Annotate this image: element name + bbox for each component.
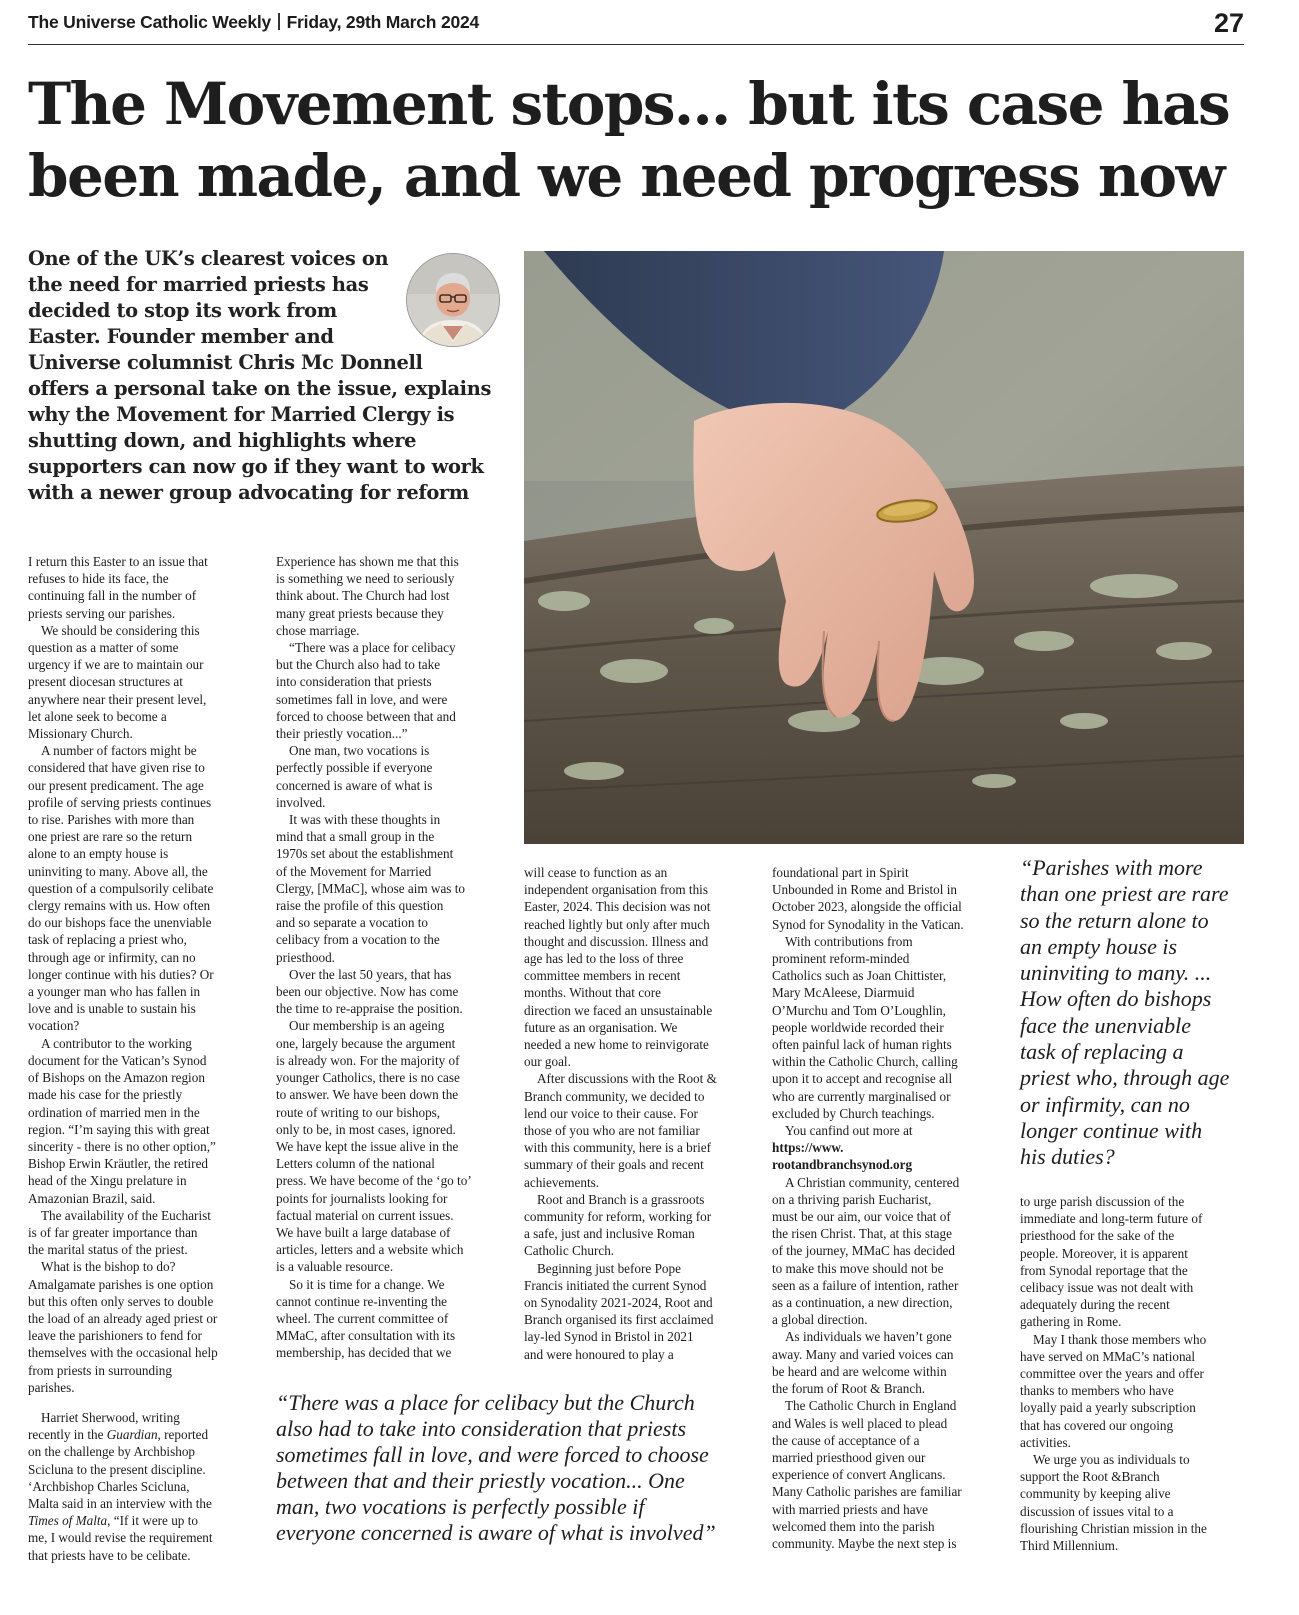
publication-name: The Universe Catholic Weekly [28,12,272,32]
article-paragraph [772,1397,1012,1552]
article-line: thought and discussion. Illness and [524,933,709,949]
article-line: present diocesan structures at [28,674,183,690]
article-column-4-top [772,864,1012,1122]
text-line: man, two vocations is perfectly possible if [276,1494,645,1519]
article-line: the time to re-appraise the position. [276,1001,463,1017]
article-line: love and is unable to sustain his [28,1001,196,1017]
pull-quote-right [1020,855,1260,1171]
article-line: Letters column of the national [276,1156,435,1172]
article-line: foundational part in Spirit [772,865,909,880]
text-line: or infirmity, can no [1020,1091,1190,1117]
article-line: who are currently marginalised or [772,1088,951,1104]
article-line: What is the bishop to do? [41,1259,176,1275]
article-line: After discussions with the Root & [537,1071,717,1087]
article-line: the load of an already aged priest or [28,1310,218,1326]
article-line: community for reform, working for [524,1209,712,1225]
article-line: with married priests and have [772,1501,929,1517]
text-line: decided to stop its work from [28,299,337,322]
article-line: Catholics such as Joan Chittister, [772,968,947,984]
text-line: between that and their priestly vocation... One [276,1468,685,1493]
article-line: Synod for Synodality in the Vatican. [772,916,964,932]
article-paragraph [276,811,516,966]
article-paragraph [276,553,516,639]
article-line: summary of their goals and recent [524,1157,704,1173]
article-column-1-tail [28,1409,268,1564]
article-line: a global direction. [772,1312,868,1328]
article-paragraph [772,1122,1012,1174]
article-line: is a valuable resource. [276,1259,394,1275]
article-line: Many Catholic parishes are familiar [772,1484,962,1500]
article-line: It was with these thoughts in [289,812,441,828]
publication-reference: Guardian [106,1427,158,1443]
article-column-5 [1020,1193,1260,1554]
article-text: , “If it were up to [107,1513,198,1529]
article-line: welcomed them into the parish [772,1518,935,1534]
text-line: “There was a place for celibacy but the Church [276,1390,695,1415]
text-line: with a newer group advocating for reform [28,481,469,504]
article-line: clergy remains with us. How often [28,898,211,914]
article-line: as a continuation, a new direction, [772,1295,953,1311]
article-line: be heard and are welcome within [772,1363,947,1379]
article-line: question as a matter of some [28,640,179,656]
article-line: but the Church also had to take [276,657,441,673]
article-line: cannot continue re-inventing the [276,1293,448,1309]
article-line: Bishop Erwin Kräutler, the retired [28,1156,209,1172]
article-line: seen as a failure of intention, rather [772,1277,959,1293]
article-line: Missionary Church. [28,726,133,742]
article-line: people. Moreover, it is apparent [1020,1245,1188,1261]
article-line: The availability of the Eucharist [41,1207,211,1223]
article-line: months. Without that core [524,985,661,1001]
article-line: Experience has shown me that this [276,554,459,569]
article-line: Mary McAleese, Diarmuid [772,985,915,1001]
article-line: but this often only serves to double [28,1293,214,1309]
article-line: needed a new home to reinvigorate [524,1037,709,1053]
article-paragraph [276,1017,516,1275]
article-line: of the journey, MMaC has decided [772,1243,955,1259]
article-line: and so separate a vocation to [276,915,428,931]
header-divider [278,13,280,30]
article-line: A Christian community, centered [785,1174,960,1190]
article-line: Our membership is an ageing [289,1018,445,1034]
article-line: lay-led Synod in Bristol in 2021 [524,1329,694,1345]
article-line: independent organisation from this [524,882,708,898]
article-line: Amalgamate parishes is one option [28,1276,214,1292]
article-line: themselves with the occasional help [28,1345,218,1361]
article-line: As individuals we haven’t gone [785,1329,952,1345]
article-paragraph [28,742,268,1034]
article-paragraph [28,553,268,622]
article-line: is already won. For the majority of [276,1052,460,1068]
article-paragraph [276,966,516,1018]
article-line: priesthood. [276,949,335,965]
headline [28,68,1268,212]
article-text: , reported [157,1427,209,1443]
article-line: on the challenge by Archbishop [28,1444,196,1460]
pull-quote-bottom [276,1390,766,1546]
article-line [28,1512,268,1529]
text-line: Universe columnist Chris Mc Donnell [28,351,423,374]
article-line: community. Maybe the next step is [772,1535,957,1551]
article-line: achievements. [524,1174,600,1190]
article-line: A number of factors might be [41,743,197,759]
text-line: Easter. Founder member and [28,325,334,348]
text-line: his duties? [1020,1144,1115,1170]
article-line: Harriet Sherwood, writing [41,1410,180,1425]
article-line: those of you who are not familiar [524,1123,700,1139]
hand-with-wedding-ring-photo [524,251,1244,844]
text-line: than one priest are rare [1020,881,1229,907]
article-line: head of the Xingu prelature in [28,1173,187,1189]
article-line: Easter, 2024. This decision was not [524,899,711,915]
article-line: adequately during the recent [1020,1297,1170,1313]
article-line: committee over the years and offer [1020,1366,1204,1382]
article-paragraph [772,1328,1012,1397]
article-line: have served on MMaC’s national [1020,1348,1196,1364]
article-line: one, largely because the argument [276,1035,456,1051]
article-line: gathering in Rome. [1020,1314,1122,1330]
article-line: factual material on current issues. [276,1207,454,1223]
text-line: an empty house is [1020,933,1178,959]
article-paragraph [276,742,516,811]
article-column-2 [276,553,516,1362]
author-avatar [406,253,500,347]
article-line: Francis initiated the current Synod [524,1277,707,1293]
article-line: Third Millennium. [1020,1538,1119,1554]
text-line: “Parishes with more [1020,855,1203,880]
article-line: sometimes fall in love, and were [276,691,448,707]
publication-reference: Times of Malta [28,1513,108,1529]
article-line: parishes. [28,1379,75,1395]
article-line: thanks to members who have [1020,1383,1174,1399]
page-header [28,10,1244,45]
article-line: alone to an empty house is [28,846,169,862]
article-paragraph [524,864,764,1070]
article-line: With contributions from [785,933,913,949]
article-line: route of writing to our bishops, [276,1104,441,1120]
article-text: recently in the [28,1427,107,1443]
article-line: many great priests because they [276,605,444,621]
article-line: Unbounded in Rome and Bristol in [772,882,957,898]
article-paragraph [524,1070,764,1190]
article-line: Catholic Church. [524,1243,615,1259]
article-line: their priestly vocation...” [276,726,408,742]
article-line: to answer. We have been down the [276,1087,459,1103]
text-line: priest who, through age [1020,1065,1230,1091]
article-line: longer continue with his duties? Or [28,966,214,982]
article-line: the forum of Root & Branch. [772,1381,926,1397]
article-line: with this community, here is a brief [524,1140,712,1156]
article-line: Malta said in an interview with the [28,1496,212,1512]
article-line: on a thriving parish Eucharist, [772,1191,932,1207]
article-line: sincerity - there is no other option,” [28,1138,216,1154]
text-line: One of the UK’s clearest voices on [28,247,389,270]
article-line: flourishing Christian mission in the [1020,1520,1207,1536]
article-line: Scicluna to the present discipline. [28,1461,206,1477]
issue-date: Friday, 29th March 2024 [286,12,480,32]
article-line: anywhere near their present level, [28,691,207,707]
article-column-4 [772,864,1012,1552]
article-paragraph [772,864,1012,933]
article-line: uninviting to many. Above all, the [28,863,208,879]
article-line: forced to choose between that and [276,708,456,724]
article-line: priests serving our parishes. [28,605,176,621]
article-line: only to be, in most cases, ignored. [276,1121,456,1137]
article-line: of Bishops on the Amazon region [28,1070,205,1086]
article-line: urgency if we are to maintain our [28,657,204,673]
article-line: You canfind out more at [785,1123,913,1139]
article-line: our present predicament. The age [28,777,204,793]
article-paragraph [28,622,268,742]
article-line: 1970s set about the establishment [276,846,454,862]
article-line: of the Movement for Married [276,863,432,879]
article-line: been our objective. Now has come [276,984,459,1000]
article-line: priesthood for the sake of the [1020,1228,1175,1244]
text-line: supporters can now go if they want to work [28,455,484,478]
article-line: Branch community, we decided to [524,1088,705,1104]
article-line: We should be considering this [41,622,200,638]
article-line: within the Catholic Church, calling [772,1054,958,1070]
article-line: must be our aim, our voice that of [772,1209,951,1225]
article-line: excluded by Church teachings. [772,1105,935,1121]
article-line: Branch organised its first acclaimed [524,1312,714,1328]
article-line: lend our voice to their cause. For [524,1105,698,1121]
article-line: let alone seek to become a [28,708,167,724]
article-line: ordination of married men in the [28,1104,200,1120]
text-line: the need for married priests has [28,273,369,296]
text-line: offers a personal take on the issue, explains [28,377,492,400]
article-line: region. “I’m saying this with great [28,1121,210,1137]
article-line [28,1426,268,1443]
article-line: “There was a place for celibacy [289,640,456,656]
website-link[interactable]: rootandbranchsynod.org [772,1157,913,1173]
article-line: celibacy issue was not dealt with [1020,1280,1194,1296]
article-line: Amazonian Brazil, said. [28,1190,156,1206]
article-paragraph [1020,1451,1260,1554]
author-portrait-illustration [407,254,499,346]
article-line: profile of serving priests continues [28,794,212,810]
article-line: the marital status of the priest. [28,1242,188,1258]
article-line: Beginning just before Pope [537,1260,681,1276]
article-line: A contributor to the working [41,1035,192,1051]
article-line: that has covered our ongoing [1020,1417,1174,1433]
article-line: a younger man who has fallen in [28,984,201,1000]
article-line: away. Many and varied voices can [772,1346,954,1362]
article-paragraph [772,933,1012,1122]
article-line: question of a compulsorily celibate [28,880,214,896]
text-line: so the return alone to [1020,907,1209,933]
article-paragraph [276,1276,516,1362]
article-line: on Synodality 2021-2024, Root and [524,1295,713,1311]
article-line: MMaC, after consultation with its [276,1328,456,1344]
article-paragraph [524,1191,764,1260]
article-line: points for journalists looking for [276,1190,448,1206]
text-line: task of replacing a [1020,1039,1184,1065]
text-line: longer continue with [1020,1117,1203,1143]
text-line: uninviting to many. ... [1020,960,1212,986]
article-line: I return this Easter to an issue that [28,554,208,569]
article-line: refuses to hide its face, the [28,571,169,587]
article-line: vocation? [28,1018,80,1034]
article-line: press. We have become of the ‘go to’ [276,1173,472,1189]
article-line: leave the parishioners to fend for [28,1328,202,1344]
article-line: me, I would revise the requirement [28,1530,213,1546]
article-line: raise the profile of this question [276,898,444,914]
article-line: We urge you as individuals to [1033,1452,1190,1468]
article-line: made his case for the priestly [28,1087,183,1103]
headline-line-2: been made, and we need progress now [28,142,1224,210]
article-line: from Synodal reportage that the [1020,1262,1188,1278]
article-paragraph [28,1207,268,1259]
article-line: and were honoured to play a [524,1346,674,1362]
article-paragraph [28,1258,268,1396]
article-line: reached lightly but only after much [524,916,710,932]
article-line: think about. The Church had lost [276,588,450,604]
article-column-3 [524,864,764,1363]
headline-line-1: The Movement stops... but its case has [28,70,1230,138]
article-paragraph [772,1174,1012,1329]
website-link[interactable]: https://www. [772,1140,844,1156]
article-line: wheel. The current committee of [276,1310,449,1326]
text-line: How often do bishops [1020,986,1212,1012]
article-line: Over the last 50 years, that has [289,966,452,982]
article-line: Clergy, [MMaC], whose aim was to [276,880,465,896]
article-line: into consideration that priests [276,674,432,690]
text-line: everyone concerned is aware of what is involved” [276,1520,716,1545]
article-line: age has led to the loss of three [524,951,684,967]
article-line: prominent reform-minded [772,951,910,967]
article-line: to urge parish discussion of the [1020,1194,1185,1209]
article-paragraph [28,1035,268,1207]
article-line: membership, has decided that we [276,1345,452,1361]
article-line: The Catholic Church in England [785,1398,957,1414]
article-line: perfectly possible if everyone [276,760,433,776]
article-line: one priest are rare so the return [28,829,193,845]
article-line: articles, letters and a website which [276,1242,464,1258]
article-line: direction we faced an unsustainable [524,1002,713,1018]
text-line: sometimes fall in love, and were forced to choose [276,1442,709,1467]
article-line: younger Catholics, there is no case [276,1070,460,1086]
article-line: mind that a small group in the [276,829,435,845]
article-line: the risen Christ. That, at this stage [772,1226,952,1242]
article-line: discussion of issues vital to a [1020,1503,1174,1519]
article-line: chose marriage. [276,622,360,638]
article-line: ‘Archbishop Charles Scicluna, [28,1478,190,1494]
article-paragraph [28,1409,268,1564]
article-line: We have built a large database of [276,1224,451,1240]
text-line: why the Movement for Married Clergy is [28,403,455,426]
article-line: to make this move should not be [772,1260,944,1276]
text-line: shutting down, and highlights where [28,429,417,452]
article-line: experience of convert Anglicans. [772,1467,946,1483]
article-line: will cease to function as an [524,865,668,880]
article-line: involved. [276,794,326,810]
article-line: committee members in recent [524,968,681,984]
article-line: considered that have given rise to [28,760,205,776]
article-line: We have kept the issue alive in the [276,1138,459,1154]
article-column-4-bottom [772,1174,1012,1552]
article-paragraph [1020,1331,1260,1451]
article-paragraph [1020,1193,1260,1331]
article-line: from priests in surrounding [28,1362,172,1378]
article-line: Root and Branch is a grassroots [537,1191,705,1207]
page-number: 27 [1213,8,1244,38]
article-line: is of far greater importance than [28,1224,198,1240]
article-line: and Wales is well placed to plead [772,1415,948,1431]
article-line: people worldwide recorded their [772,1019,944,1035]
article-line: upon it to accept and recognise all [772,1071,953,1087]
article-line: do our bishops face the unenviable [28,915,212,931]
article-paragraph [524,1260,764,1363]
article-line: loyally paid a yearly subscription [1020,1400,1196,1416]
article-line: So it is time for a change. We [289,1276,445,1292]
article-line: our goal. [524,1054,571,1070]
photo-illustration [524,251,1244,844]
masthead [28,12,479,33]
article-line: celibacy from a vocation to the [276,932,440,948]
article-line: future as an organisation. We [524,1019,678,1035]
article-line: to rise. Parishes with more than [28,812,195,828]
article-line: the cause of acceptance of a [772,1432,920,1448]
article-line: through age or infirmity, can no [28,949,196,965]
article-line: often painful lack of human rights [772,1037,952,1053]
article-line: that priests have to be celibate. [28,1547,191,1563]
article-line: October 2023, alongside the official [772,899,962,915]
article-line: a safe, just and inclusive Roman [524,1226,695,1242]
article-line: continuing fall in the number of [28,588,197,604]
article-line: immediate and long-term future of [1020,1211,1203,1227]
article-line: One man, two vocations is [289,743,430,759]
text-line: also had to take into consideration that priests [276,1416,687,1441]
article-line: task of replacing a priest who, [28,932,187,948]
article-line: is something we need to seriously [276,571,455,587]
article-column-1 [28,553,268,1396]
article-line: activities. [1020,1434,1071,1450]
article-line: May I thank those members who [1033,1331,1207,1347]
text-line: face the unenviable [1020,1012,1192,1038]
article-line: document for the Vatican’s Synod [28,1052,207,1068]
article-line: O’Murchu and Tom O’Loughlin, [772,1002,946,1018]
article-paragraph [276,639,516,742]
article-line: community by keeping alive [1020,1486,1171,1502]
article-line: concerned is aware of what is [276,777,433,793]
article-line: support the Root &Branch [1020,1469,1160,1485]
article-line: married priesthood given our [772,1449,926,1465]
